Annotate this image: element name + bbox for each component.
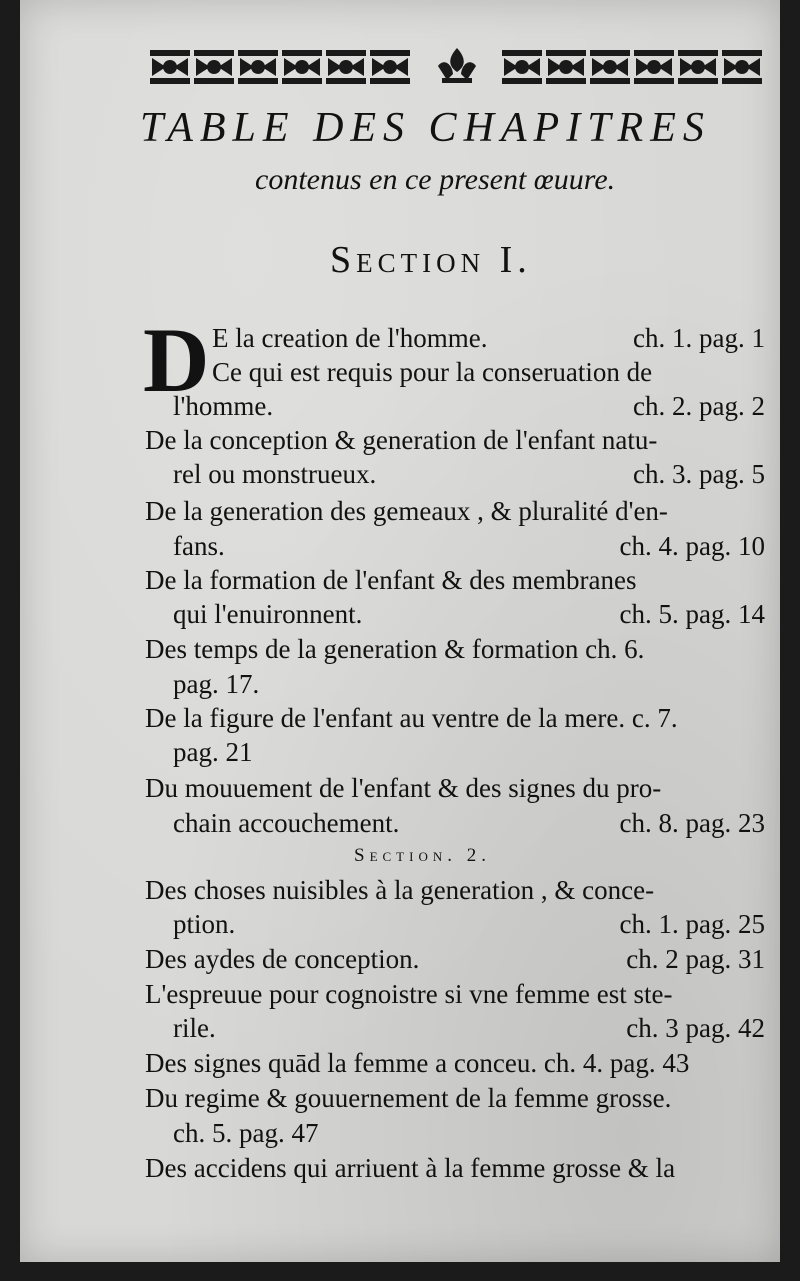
toc-line-ref: ch. 3. pag. 5 (633, 459, 765, 489)
toc-line-text: chain accouchement. (173, 808, 400, 838)
toc-line-ref: ch. 3 pag. 42 (626, 1013, 765, 1043)
table-title: TABLE DES CHAPITRES (140, 105, 711, 151)
table-subtitle: contenus en ce present œuure. (255, 163, 616, 196)
toc-line-ref: ch. 1. pag. 1 (633, 323, 765, 353)
toc-line-text: rile. (173, 1013, 216, 1043)
drop-cap-initial: D (143, 309, 210, 411)
toc-line (145, 1046, 765, 1080)
toc-line (145, 632, 765, 666)
toc-line (145, 423, 765, 457)
toc-line-text: Des temps de la generation & formation ch. 6. (145, 634, 645, 664)
toc-line-text: Des choses nuisibles à la generation , & conce- (145, 875, 655, 905)
toc-line-text: Des accidens qui arriuent à la femme grosse & la (145, 1153, 676, 1183)
toc-line-text: Du mouuement de l'enfant & des signes du pro- (145, 773, 662, 803)
toc-line-text: De la figure de l'enfant au ventre de la mere. c. 7. (145, 703, 678, 733)
toc-line-text: Des aydes de conception. (145, 944, 420, 974)
toc-line-ref: ch. 5. pag. 14 (619, 599, 765, 629)
toc-line-text: qui l'enuironnent. (173, 599, 363, 629)
toc-line-text: Du regime & gouuernement de la femme grosse. (145, 1083, 672, 1113)
toc-line-text: ption. (173, 909, 236, 939)
toc-line (173, 457, 765, 491)
toc-line (145, 494, 765, 528)
toc-line (173, 597, 765, 631)
toc-line (173, 389, 765, 423)
toc-line-text: rel ou monstrueux. (173, 459, 377, 489)
toc-line-text: De la generation des gemeaux , & pluralité d'en- (145, 496, 668, 526)
toc-line (145, 1151, 765, 1185)
toc-line-text: De la formation de l'enfant & des membranes (145, 565, 637, 595)
toc-line (173, 735, 765, 769)
toc-line (173, 806, 765, 840)
toc-line-text: De la conception & generation de l'enfant natu- (145, 425, 658, 455)
toc-line (145, 1081, 765, 1115)
toc-line-ref: ch. 2. pag. 2 (633, 391, 765, 421)
section-1-heading: Section I. (330, 239, 532, 281)
toc-line (212, 321, 765, 355)
toc-line (173, 1011, 765, 1045)
section-2-heading: Section. 2. (354, 845, 491, 866)
toc-line (212, 355, 765, 389)
toc-line-text: ch. 5. pag. 47 (173, 1118, 319, 1148)
toc-line (145, 563, 765, 597)
toc-line (173, 1116, 765, 1150)
toc-line (173, 667, 765, 701)
toc-line (145, 771, 765, 805)
toc-line (173, 529, 765, 563)
toc-line-text: pag. 17. (173, 669, 260, 699)
toc-line-ref: ch. 4. pag. 10 (619, 531, 765, 561)
toc-line (145, 873, 765, 907)
ornamental-border-icon (148, 44, 766, 90)
toc-line (145, 701, 765, 735)
toc-line-text: fans. (173, 531, 225, 561)
toc-line-text: l'homme. (173, 391, 274, 421)
toc-line-text: E la creation de l'homme. (212, 323, 488, 353)
toc-line-ref: ch. 2 pag. 31 (626, 944, 765, 974)
toc-line (173, 907, 765, 941)
toc-line-text: pag. 21 (173, 737, 253, 767)
toc-line-text: Des signes quād la femme a conceu. ch. 4. pag. 43 (145, 1048, 690, 1078)
toc-line (145, 977, 765, 1011)
toc-line (145, 942, 765, 976)
toc-line-ref: ch. 1. pag. 25 (619, 909, 765, 939)
toc-line-text: L'espreuue pour cognoistre si vne femme est ste- (145, 979, 673, 1009)
toc-line-ref: ch. 8. pag. 23 (619, 808, 765, 838)
toc-line-text: Ce qui est requis pour la conseruation de (212, 357, 653, 387)
